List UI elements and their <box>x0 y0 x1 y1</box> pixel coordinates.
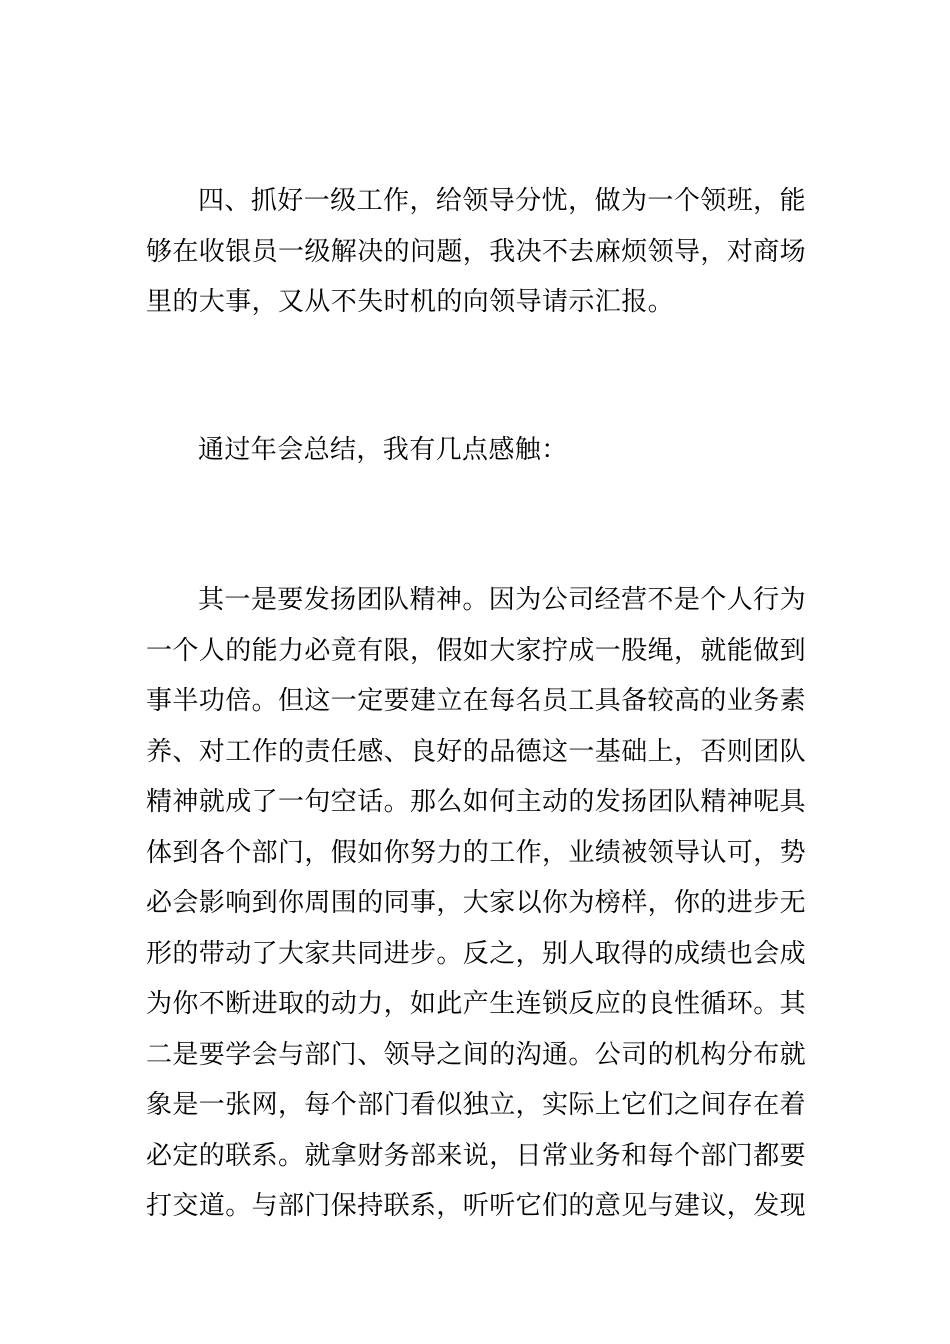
paragraph-section-four: 四、抓好一级工作，给领导分忧，做为一个领班，能够在收银员一级解决的问题，我决不去麻烦领导，对商场里的大事，又从不失时机的向领导请示汇报。 <box>146 186 807 317</box>
paragraph-team-spirit: 其一是要发扬团队精神。因为公司经营不是个人行为一个人的能力必竟有限，假如大家拧成一股绳，就能做到事半功倍。但这一定要建立在每名员工具备较高的业务素养、对工作的责任感、良好的品德这一基础上，否则团队精神就成了一句空话。那么如何主动的发扬团队精神呢具体到各个部门，假如你努力的工作，业绩被领导认可，势必会影响到你周围的同事，大家以你为榜样，你的进步无形的带动了大家共同进步。反之，别人取得的成绩也会成为你不断进取的动力，如此产生连锁反应的良性循环。其二是要学会与部门、领导之间的沟通。公司的机构分布就象是一张网，每个部门看似独立，实际上它们之间存在着必定的联系。就拿财务部来说，日常业务和每个部门都要打交道。与部门保持联系，听听它们的意见与建议，发现 <box>146 585 807 1221</box>
paragraph-reflection-intro: 通过年会总结，我有几点感触： <box>198 435 568 465</box>
